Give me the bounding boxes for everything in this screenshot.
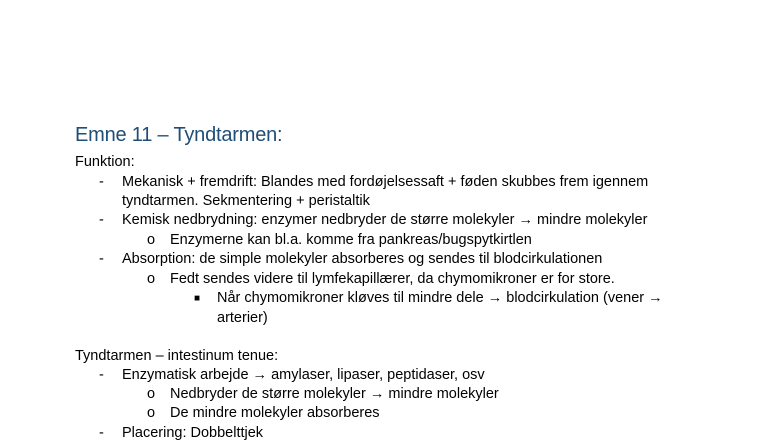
list-item: Absorption: de simple molekyler absorberes og sendes til blodcirkulationen [122,251,603,267]
dash-bullet: - [99,367,104,383]
dash-bullet: - [99,425,104,441]
section-title-funktion: Funktion: [75,154,135,170]
list-item: Fedt sendes videre til lymfekapillærer, da chymomikroner er for store. [170,271,615,287]
list-item: De mindre molekyler absorberes [170,405,380,421]
page-title: Emne 11 – Tyndtarmen: [75,124,283,146]
list-item: Når chymomikroner kløves til mindre dele → blodcirkulation (vener → [217,290,663,306]
circle-bullet: o [147,232,156,248]
square-bullet: ■ [194,293,201,304]
list-item: Nedbryder de større molekyler → mindre molekyler [170,386,499,402]
list-item: Enzymatisk arbejde → amylaser, lipaser, peptidaser, osv [122,367,485,383]
section-title-tyndtarmen: Tyndtarmen – intestinum tenue: [75,348,279,364]
dash-bullet: - [99,174,104,190]
list-item: Mekanisk + fremdrift: Blandes med fordøjelsessaft + føden skubbes frem igennem [122,174,649,190]
list-item: tyndtarmen. Sekmentering + peristaltik [122,193,370,209]
list-item: Enzymerne kan bl.a. komme fra pankreas/bugspytkirtlen [170,232,532,248]
dash-bullet: - [99,212,104,228]
circle-bullet: o [147,405,156,421]
list-item: Placering: Dobbelttjek [122,425,264,441]
circle-bullet: o [147,271,156,287]
dash-bullet: - [99,251,104,267]
circle-bullet: o [147,386,156,402]
list-item: arterier) [217,310,268,326]
list-item: Kemisk nedbrydning: enzymer nedbryder de større molekyler → mindre molekyler [122,212,648,228]
